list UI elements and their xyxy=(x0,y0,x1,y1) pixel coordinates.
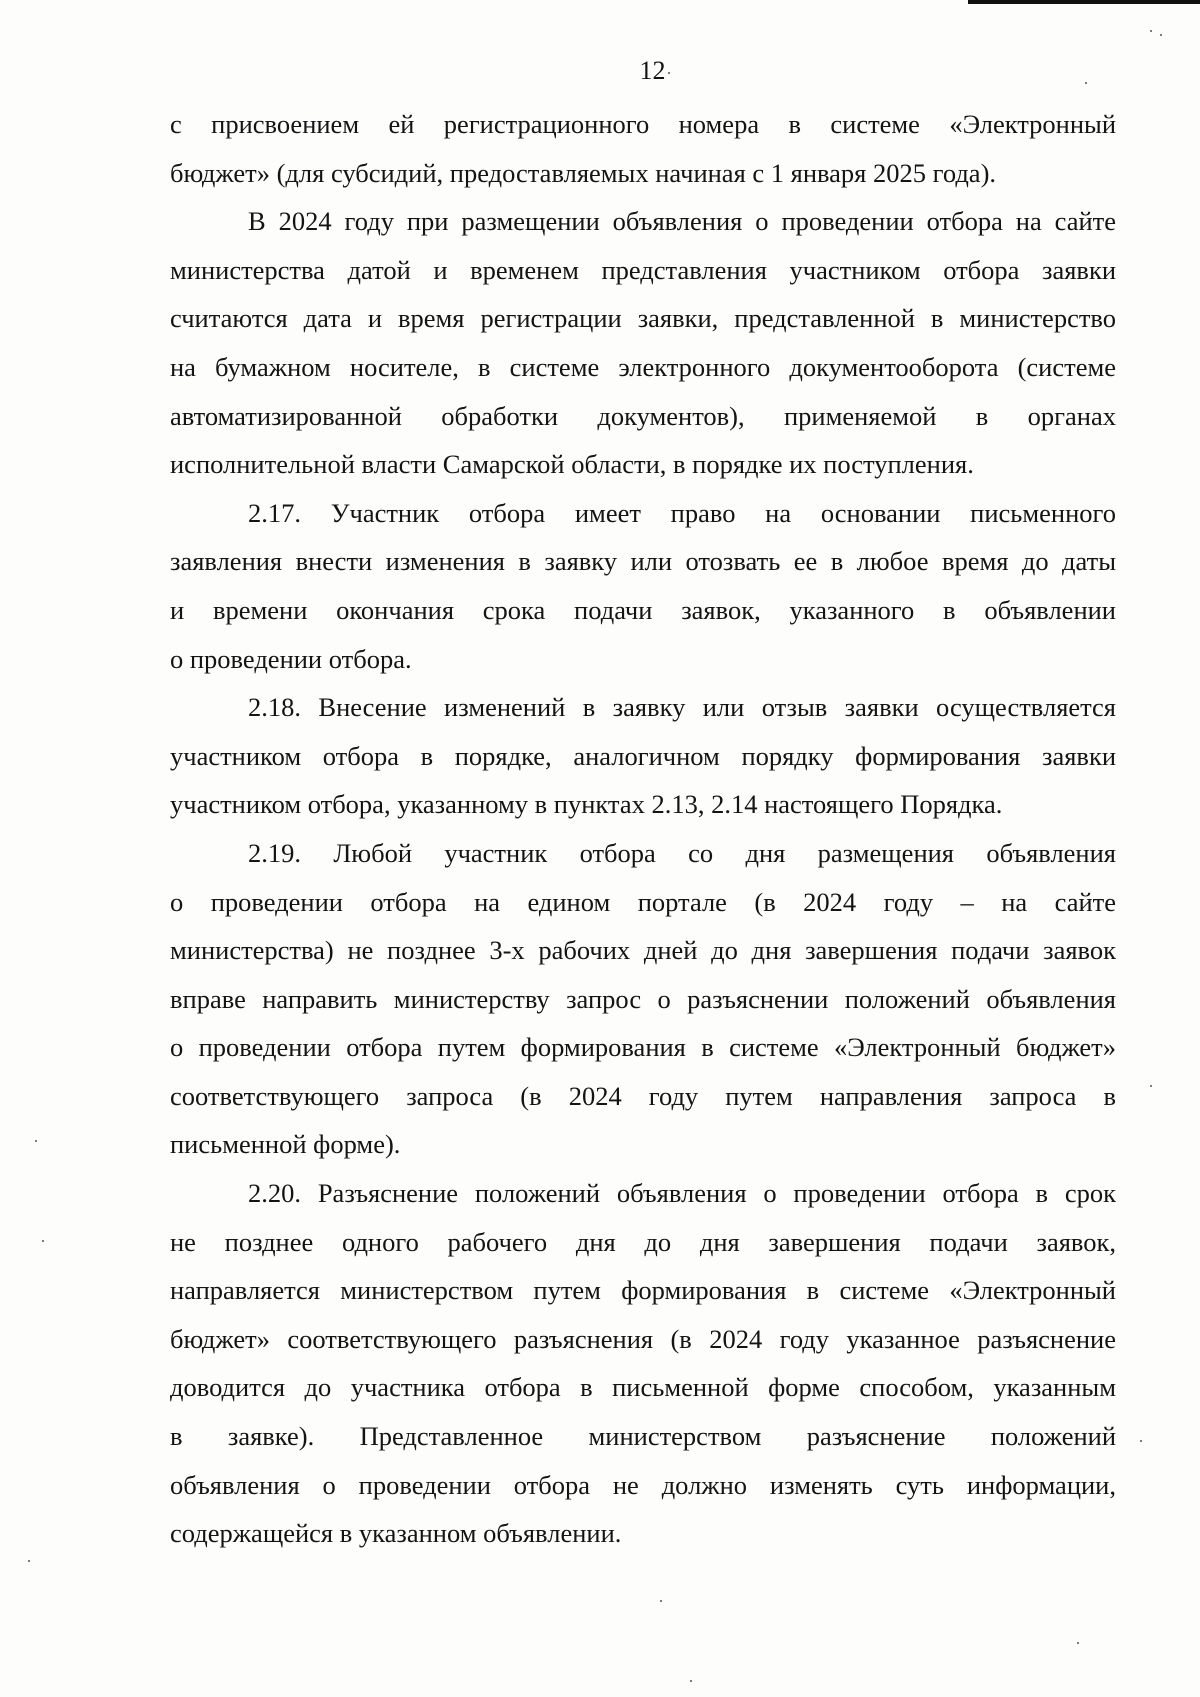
text-line: участником отбора в порядке, аналогичном порядку формирования заявки xyxy=(170,740,1116,771)
text-line: в заявке). Представленное министерством разъяснение положений xyxy=(170,1421,1116,1452)
text-line: бюджет» соответствующего разъяснения (в 2024 году указанное разъяснение xyxy=(170,1323,1116,1354)
text-line: 2.18. Внесение изменений в заявку или отзыв заявки осуществляется xyxy=(248,692,1116,723)
text-line: бюджет» (для субсидий, предоставляемых начиная с 1 января 2025 года). xyxy=(170,157,997,188)
paragraph-2-18 xyxy=(170,683,1116,829)
text-line: вправе направить министерству запрос о разъяснении положений объявления xyxy=(170,983,1116,1014)
text-line: министерства) не позднее 3-х рабочих дней до дня завершения подачи заявок xyxy=(170,935,1116,966)
text-line: объявления о проведении отбора не должно изменять суть информации, xyxy=(170,1469,1116,1500)
paragraph-2-20 xyxy=(170,1169,1116,1558)
text-line: о проведении отбора на едином портале (в 2024 году – на сайте xyxy=(170,886,1116,917)
text-line: 2.17. Участник отбора имеет право на основании письменного xyxy=(248,497,1116,528)
scan-speck xyxy=(42,1240,44,1242)
text-line: В 2024 году при размещении объявления о проведении отбора на сайте xyxy=(248,206,1116,237)
text-line: считаются дата и время регистрации заявки, представленной в министерство xyxy=(170,303,1116,334)
scan-speck xyxy=(35,1140,37,1142)
paragraph-2-17 xyxy=(170,489,1116,683)
text-line: не позднее одного рабочего дня до дня завершения подачи заявок, xyxy=(170,1226,1116,1257)
scan-speck xyxy=(660,1600,662,1602)
text-line: содержащейся в указанном объявлении. xyxy=(170,1518,622,1549)
scan-speck xyxy=(1160,34,1162,36)
scan-speck xyxy=(1077,1642,1079,1644)
text-line: и времени окончания срока подачи заявок, указанного в объявлении xyxy=(170,594,1116,625)
text-line: доводится до участника отбора в письменной форме способом, указанным xyxy=(170,1372,1116,1403)
text-line: о проведении отбора путем формирования в системе «Электронный бюджет» xyxy=(170,1032,1116,1063)
text-line: 2.19. Любой участник отбора со дня размещения объявления xyxy=(248,837,1116,868)
text-line: с присвоением ей регистрационного номера в системе «Электронный xyxy=(170,109,1116,139)
scan-speck xyxy=(28,1560,30,1562)
text-line: заявления внести изменения в заявку или отозвать ее в любое время до даты xyxy=(170,546,1116,577)
scan-speck xyxy=(668,72,670,74)
paragraph-continuation xyxy=(170,100,1116,197)
text-line: направляется министерством путем формирования в системе «Электронный xyxy=(170,1275,1116,1306)
text-line: автоматизированной обработки документов), применяемой в органах xyxy=(170,400,1116,431)
paragraph-submission-datetime xyxy=(170,197,1116,489)
text-line: о проведении отбора. xyxy=(170,643,412,674)
scan-speck xyxy=(1150,30,1152,32)
text-line: 2.20. Разъяснение положений объявления о проведении отбора в срок xyxy=(248,1178,1116,1209)
scan-speck xyxy=(690,1680,692,1682)
document-body xyxy=(170,100,1116,1558)
scan-speck xyxy=(1085,82,1087,84)
text-line: министерства датой и временем представления участником отбора заявки xyxy=(170,254,1116,285)
text-line: участником отбора, указанному в пунктах 2.13, 2.14 настоящего Порядка. xyxy=(170,789,1003,820)
page-number: 12 xyxy=(639,56,666,85)
text-line: исполнительной власти Самарской области, в порядке их поступления. xyxy=(170,449,974,480)
corner-rule xyxy=(968,0,1200,4)
paragraph-2-19 xyxy=(170,829,1116,1169)
text-line: на бумажном носителе, в системе электронного документооборота (системе xyxy=(170,351,1116,382)
text-line: соответствующего запроса (в 2024 году путем направления запроса в xyxy=(170,1080,1116,1111)
scan-speck xyxy=(1140,1440,1142,1442)
scan-speck xyxy=(1150,1085,1152,1087)
text-line: письменной форме). xyxy=(170,1129,401,1160)
